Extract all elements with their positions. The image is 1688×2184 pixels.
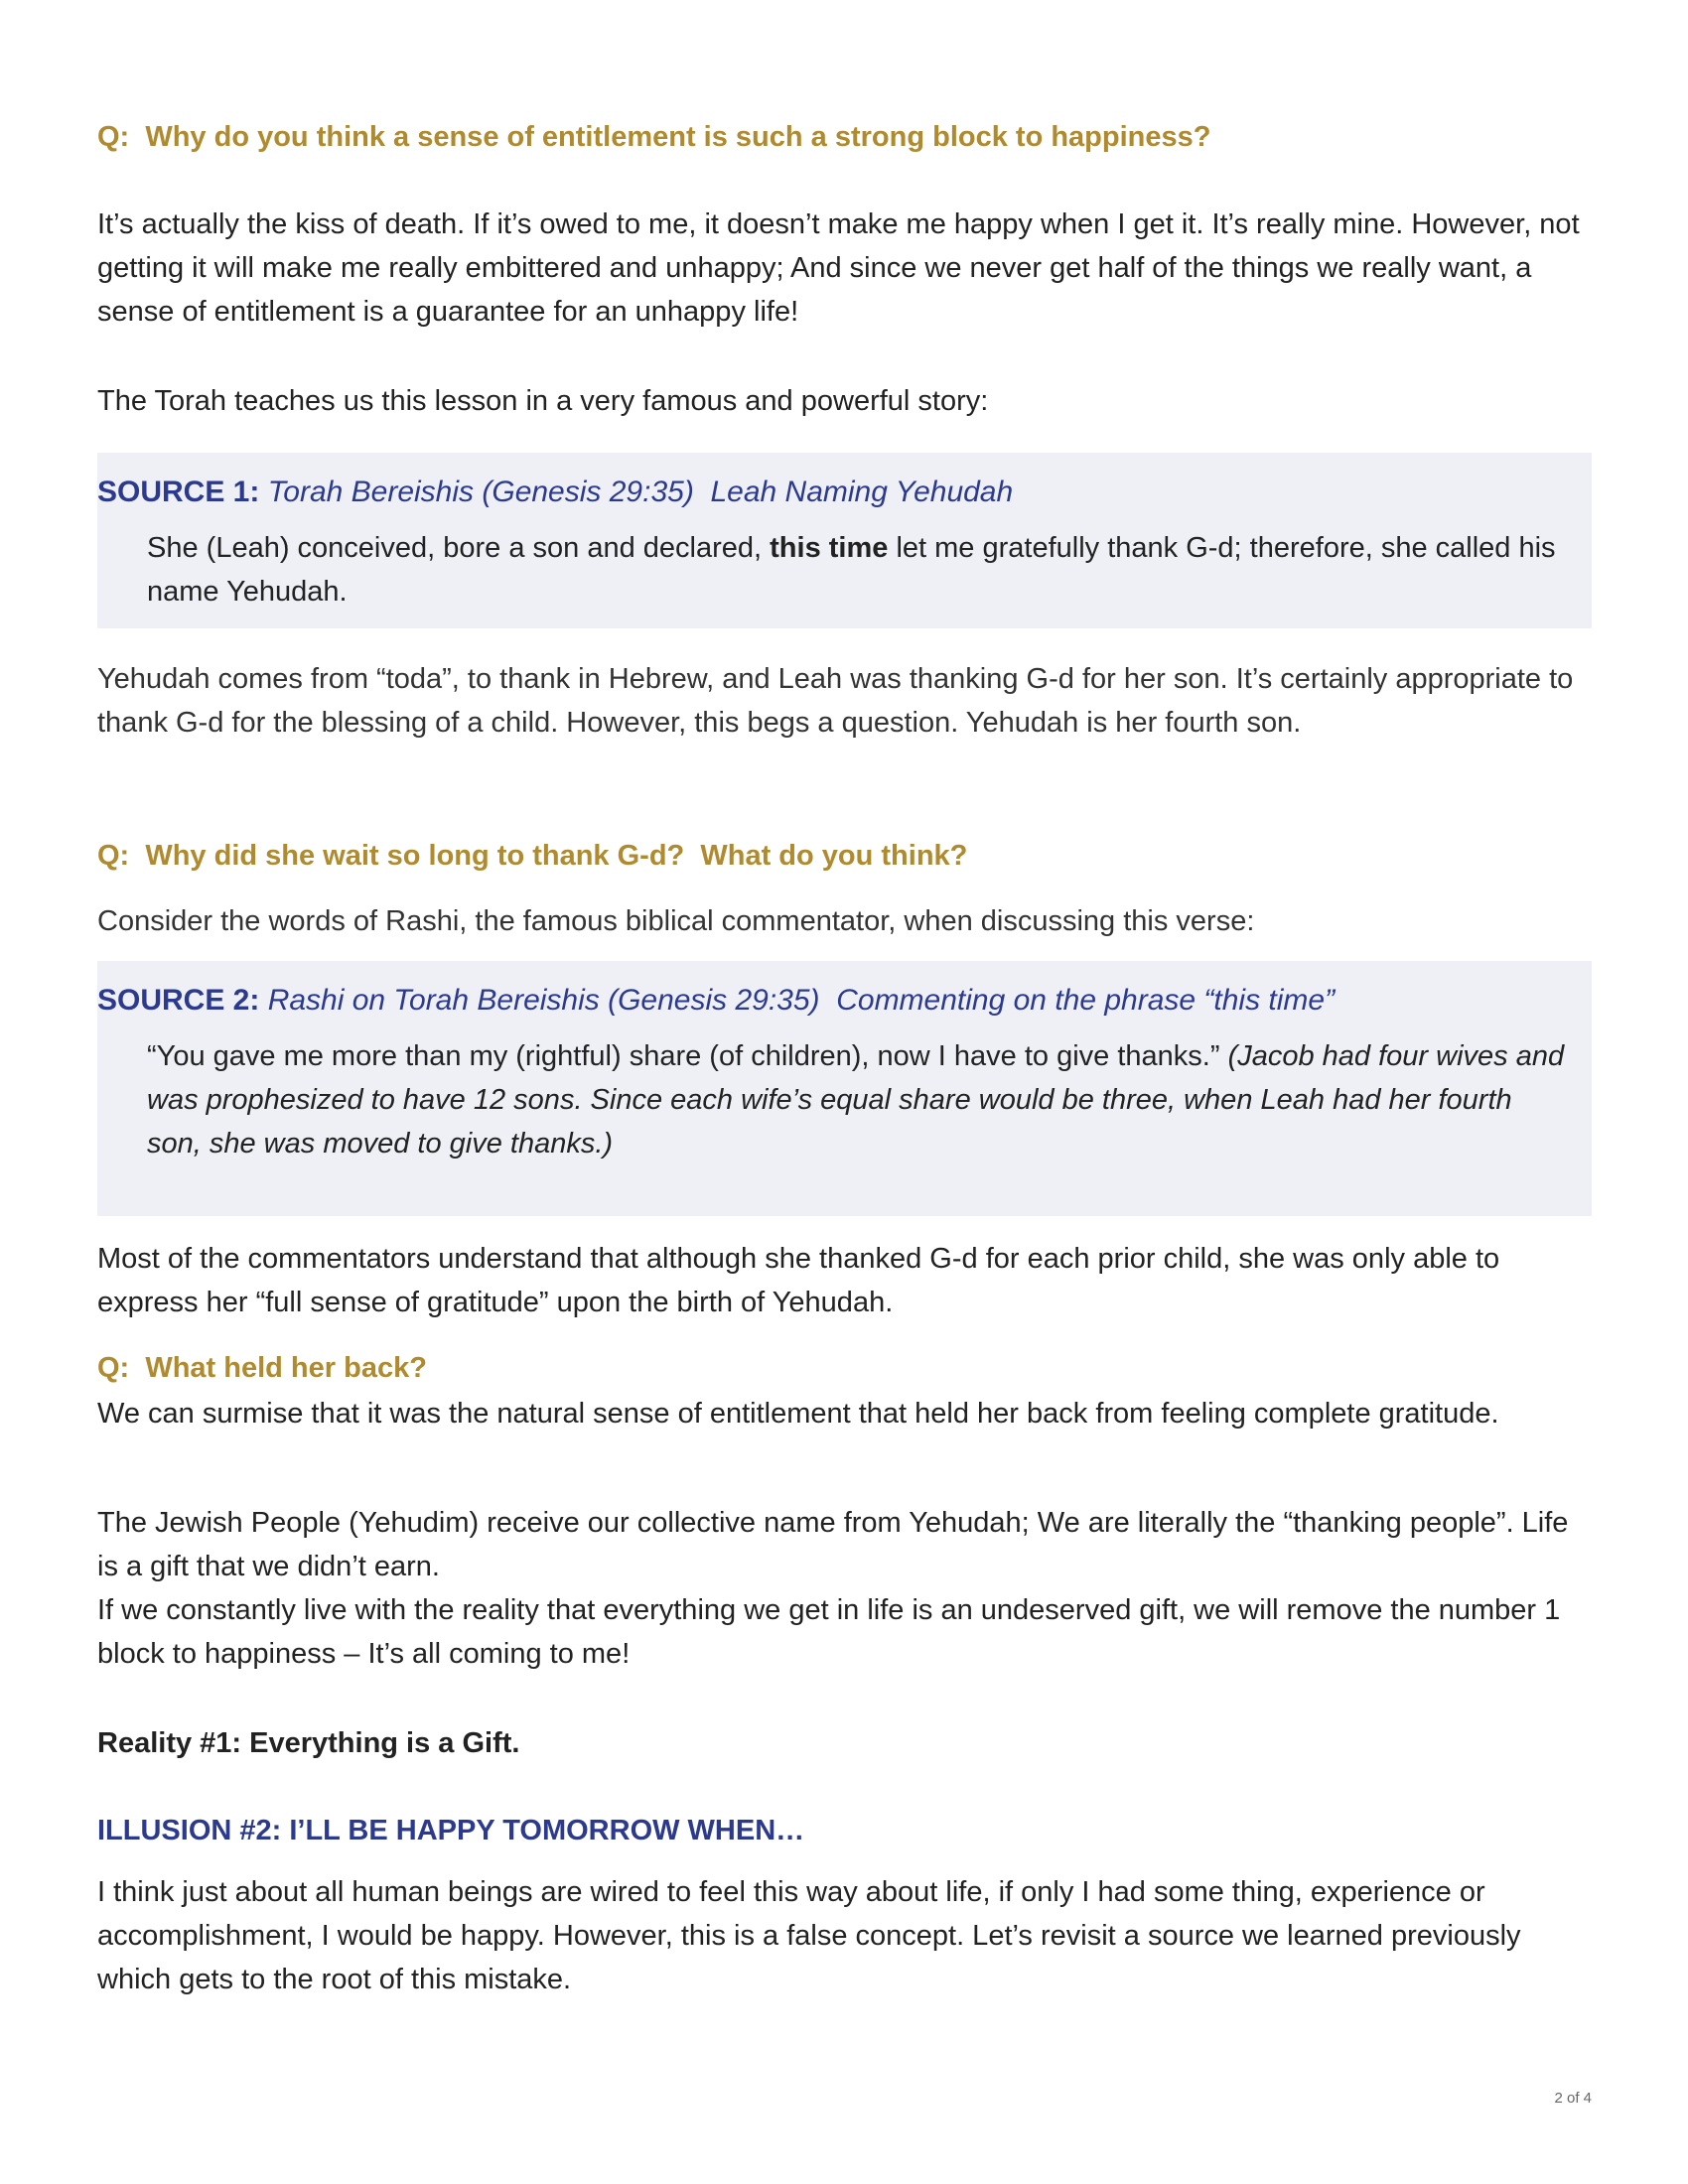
paragraph-wired: I think just about all human beings are wired to feel this way about life, if only I had some thing, experience or accomplishment, I would be happy. However, this is a false concept. Let’s revisit a source we learned previously which gets to the root of this mistake. — [97, 1876, 1521, 1995]
question-entitlement: Q: Why do you think a sense of entitlement is such a strong block to happiness? — [97, 121, 1211, 153]
source-1-heading — [97, 471, 1592, 514]
source-1-emphasis: this time — [770, 532, 889, 564]
source-1-reference: Torah Bereishis (Genesis 29:35) Leah Naming Yehudah — [259, 476, 1014, 508]
source-1-text: She (Leah) conceived, bore a son and declared, this time let me gratefully thank G-d; therefore, she called his name Yehudah. — [147, 532, 1556, 608]
paragraph-surmise: We can surmise that it was the natural sense of entitlement that held her back from feeling complete gratitude. — [97, 1398, 1499, 1430]
paragraph-jewish-people: The Jewish People (Yehudim) receive our collective name from Yehudah; We are literally the “thanking people”. Life is a gift that we didn’t earn. — [97, 1507, 1569, 1582]
source-2-heading — [97, 979, 1592, 1023]
source-2-note: (Jacob had four wives and was prophesized to have 12 sons. Since each wife’s equal share would be three, when Leah had her fourth son, she was moved to give thanks.) — [147, 1040, 1565, 1160]
source-1-box — [97, 453, 1592, 628]
question-held-back: Q: What held her back? — [97, 1352, 427, 1384]
question-why-wait: Q: Why did she wait so long to thank G-d? What do you think? — [97, 840, 968, 872]
paragraph-torah-lesson: The Torah teaches us this lesson in a very famous and powerful story: — [97, 385, 989, 417]
paragraph-kiss-of-death: It’s actually the kiss of death. If it’s owed to me, it doesn’t make me happy when I get it. It’s really mine. However, not getting it will make me really embittered and unhappy; And since we never get half of the things we really want, a sense of entitlement is a guarantee for an unhappy life! — [97, 208, 1580, 328]
source-2-box — [97, 961, 1592, 1216]
source-2-reference: Rashi on Torah Bereishis (Genesis 29:35) Commenting on the phrase “this time” — [259, 984, 1336, 1017]
reality-1-heading: Reality #1: Everything is a Gift. — [97, 1727, 520, 1759]
page-number: 2 of 4 — [1554, 2090, 1592, 2107]
source-2-label: SOURCE 2: — [97, 984, 260, 1017]
source-1-label: SOURCE 1: — [97, 476, 260, 508]
paragraph-rashi-intro: Consider the words of Rashi, the famous biblical commentator, when discussing this verse: — [97, 905, 1255, 937]
paragraph-undeserved-gift: If we constantly live with the reality that everything we get in life is an undeserved gift, we will remove the number 1 block to happiness – It’s all coming to me! — [97, 1594, 1561, 1670]
paragraph-commentators: Most of the commentators understand that although she thanked G-d for each prior child, she was only able to express her “full sense of gratitude” upon the birth of Yehudah. — [97, 1243, 1500, 1318]
illusion-2-heading: ILLUSION #2: I’LL BE HAPPY TOMORROW WHEN… — [97, 1815, 805, 1846]
paragraph-yehudah-toda: Yehudah comes from “toda”, to thank in Hebrew, and Leah was thanking G-d for her son. It’s certainly appropriate to thank G-d for the blessing of a child. However, this begs a question. Yehudah is her fourth son. — [97, 663, 1574, 739]
source-2-text: “You gave me more than my (rightful) share (of children), now I have to give thanks.” (Jacob had four wives and was prophesized to have 12 sons. Since each wife’s equal share would be three, when Leah had her fourth son, she was moved to give thanks.) — [147, 1040, 1565, 1160]
